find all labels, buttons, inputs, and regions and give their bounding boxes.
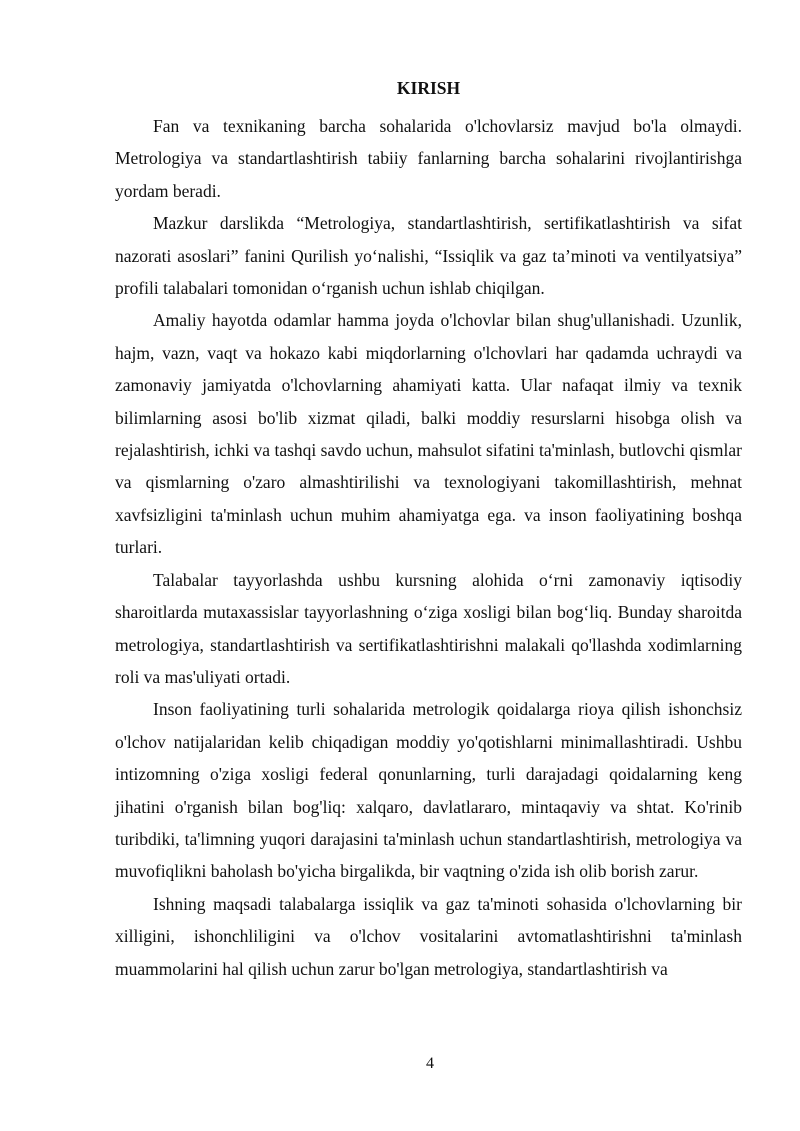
paragraph-3: Amaliy hayotda odamlar hamma joyda o'lchovlar bilan shug'ullanishadi. Uzunlik, hajm, vazn, vaqt va hokazo kabi miqdorlarning o'lchovlari har qadamda uchraydi va zamonaviy jamiyatda o'lchovlarning ahamiyati katta. Ular nafaqat ilmiy va texnik bilimlarning asosi bo'lib xizmat qiladi, balki moddiy resurslarni hisobga olish va rejalashtirish, ichki va tashqi savdo uchun, mahsulot sifatini ta'minlash, butlovchi qismlar va qismlarning o'zaro almashtirilishi va texnologiyani takomillashtirish, mehnat xavfsizligini ta'minlash uchun muhim ahamiyatga ega. va inson faoliyatining boshqa turlari. <box>115 310 742 558</box>
paragraph-2: Mazkur darslikda “Metrologiya, standartlashtirish, sertifikatlashtirish va sifat nazorati asoslari” fanini Qurilish yo‘nalishi, “Issiqlik va gaz ta’minoti va ventilyatsiya” profili talabalari tomonidan o‘rganish uchun ishlab chiqilgan. <box>115 213 742 299</box>
paragraph-1: Fan va texnikaning barcha sohalarida o'lchovlarsiz mavjud bo'la olmaydi. Metrologiya va standartlashtirish tabiiy fanlarning barcha sohalarini rivojlantirishga yordam beradi. <box>115 116 742 201</box>
document-page <box>115 78 742 985</box>
paragraph-5: Inson faoliyatining turli sohalarida metrologik qoidalarga rioya qilish ishonchsiz o'lchov natijalaridan kelib chiqadigan moddiy yo'qotishlarni minimallashtiradi. Ushbu intizomning o'ziga xosligi federal qonunlarning, turli darajadagi qoidalarning keng jihatini o'rganish bilan bog'liq: xalqaro, davlatlararo, mintaqaviy va shtat. Ko'rinib turibdiki, ta'limning yuqori darajasini ta'minlash uchun standartlashtirish, metrologiya va muvofiqlikni baholash bo'yicha birgalikda, bir vaqtning o'zida ish olib borish zarur. <box>115 699 742 882</box>
paragraph-6: Ishning maqsadi talabalarga issiqlik va gaz ta'minoti sohasida o'lchovlarning bir xilligini, ishonchliligini va o'lchov vositalarini avtomatlashtirishni ta'minlash muammolarini hal qilish uchun zarur bo'lgan metrologiya, standartlashtirish va <box>115 893 742 979</box>
paragraph-4: Talabalar tayyorlashda ushbu kursning alohida o‘rni zamonaviy iqtisodiy sharoitlarda mutaxassislar tayyorlashning o‘ziga xosligi bilan bog‘liq. Bunday sharoitda metrologiya, standartlashtirish va sertifikatlashtirishni malakali qo'llashda xodimlarning roli va mas'uliyati ortadi. <box>115 569 742 687</box>
page-number: 4 <box>426 1055 434 1072</box>
section-title: KIRISH <box>396 78 461 98</box>
